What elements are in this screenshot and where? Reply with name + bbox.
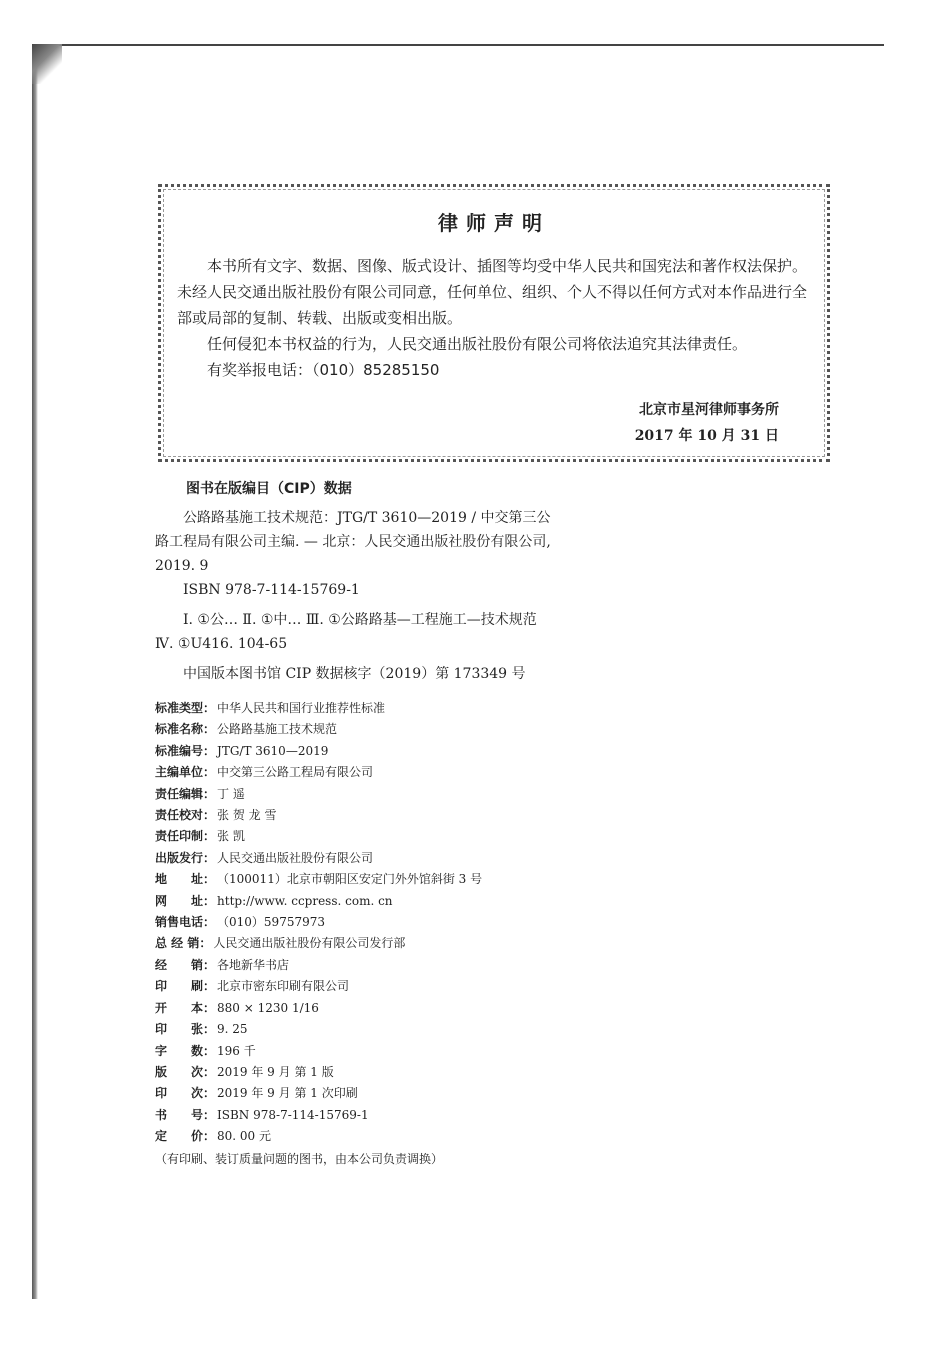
info-value: JTG/T 3610—2019 (217, 743, 329, 758)
info-row (155, 933, 655, 954)
info-value: 196 千 (217, 1043, 256, 1058)
info-label: 经 销： (155, 957, 216, 972)
info-label: 标准类型： (155, 701, 216, 715)
info-row (155, 976, 655, 997)
info-label: 责任编辑： (155, 786, 216, 801)
info-value: 2019 年 9 月 第 1 版 (217, 1064, 334, 1079)
info-value: 张 贺 龙 雪 (217, 808, 277, 823)
info-row (155, 719, 655, 740)
info-row (155, 1126, 655, 1147)
info-value: ISBN 978-7-114-15769-1 (217, 1107, 369, 1122)
cip-heading: 图书在版编目（CIP）数据 (186, 481, 352, 497)
info-label: 印 次： (155, 1086, 216, 1101)
info-value: 880 × 1230 1/16 (217, 1000, 319, 1015)
info-row (155, 1062, 655, 1083)
cip-title-line: 公路路基施工技术规范：JTG/T 3610—2019 / 中交第三公路工程局有限公司主编. — 北京：人民交通出版社股份有限公司, 2019. 9 (155, 510, 551, 574)
info-row (155, 698, 655, 719)
publication-info-list (155, 698, 655, 1148)
notice-body (177, 253, 817, 383)
info-row (155, 869, 655, 890)
lawyer-notice-box (158, 184, 830, 462)
info-label: 销售电话： (155, 915, 216, 930)
info-row (155, 891, 655, 912)
info-label: 字 数： (155, 1043, 216, 1058)
info-label: 网 址： (155, 893, 216, 908)
info-value: 丁 遥 (217, 786, 245, 801)
cip-data-block (155, 506, 555, 686)
info-value: 80. 00 元 (217, 1129, 271, 1144)
info-value: 各地新华书店 (217, 957, 290, 972)
info-row (155, 741, 655, 762)
info-value: 公路路基施工技术规范 (217, 722, 338, 737)
info-value: http://www. ccpress. com. cn (217, 893, 393, 908)
info-value: 人民交通出版社股份有限公司发行部 (213, 936, 406, 951)
info-label: 版 次： (155, 1064, 216, 1079)
info-value: 张 凯 (217, 829, 245, 844)
info-value: （100011）北京市朝阳区安定门外外馆斜街 3 号 (217, 872, 483, 887)
info-value: 人民交通出版社股份有限公司 (217, 850, 374, 865)
notice-paragraph-2: 任何侵犯本书权益的行为，人民交通出版社股份有限公司将依法追究其法律责任。 (207, 335, 748, 353)
info-value: 北京市密东印刷有限公司 (217, 979, 350, 994)
scan-corner (32, 44, 62, 84)
notice-title: 律师声明 (438, 211, 550, 235)
info-label: 主编单位： (155, 765, 216, 780)
info-label: 总 经 销： (155, 936, 212, 951)
info-label: 标准名称： (155, 722, 216, 737)
info-row (155, 998, 655, 1019)
info-value: 2019 年 9 月 第 1 次印刷 (217, 1086, 358, 1101)
info-label: 书 号： (155, 1107, 216, 1122)
info-row (155, 784, 655, 805)
cip-isbn-line: ISBN 978-7-114-15769-1 (183, 582, 360, 598)
info-row (155, 1041, 655, 1062)
notice-date: 2017 年 10 月 31 日 (634, 428, 779, 444)
info-label: 开 本： (155, 1000, 216, 1015)
info-row (155, 826, 655, 847)
info-label: 定 价： (155, 1129, 216, 1144)
info-label: 责任校对： (155, 808, 216, 823)
info-label: 出版发行： (155, 850, 216, 865)
info-label: 标准编号： (155, 743, 216, 758)
info-row (155, 1083, 655, 1104)
info-row (155, 912, 655, 933)
info-row (155, 762, 655, 783)
scan-edge-left (32, 44, 38, 1299)
scan-edge-top (32, 44, 884, 46)
info-value: 中交第三公路工程局有限公司 (217, 765, 374, 780)
info-row (155, 1019, 655, 1040)
info-label: 地 址： (155, 872, 216, 887)
cip-classification-line: Ⅰ. ①公… Ⅱ. ①中… Ⅲ. ①公路路基—工程施工—技术规范 Ⅳ. ①U416. 104-65 (155, 612, 537, 652)
cip-record-number-line: 中国版本图书馆 CIP 数据核字（2019）第 173349 号 (183, 666, 526, 682)
notice-hotline: 有奖举报电话：（010）85285150 (207, 361, 440, 379)
quality-footnote: （有印刷、装订质量问题的图书，由本公司负责调换） (155, 1152, 444, 1166)
info-row (155, 805, 655, 826)
info-label: 印 张： (155, 1022, 216, 1037)
info-label: 印 刷： (155, 979, 216, 994)
info-row (155, 1105, 655, 1126)
info-value: 9. 25 (217, 1022, 248, 1037)
info-row (155, 955, 655, 976)
info-row (155, 848, 655, 869)
notice-firm: 北京市星河律师事务所 (639, 402, 779, 418)
info-label: 责任印制： (155, 829, 216, 844)
info-value: （010）59757973 (217, 915, 325, 930)
info-value: 中华人民共和国行业推荐性标准 (217, 701, 386, 715)
notice-paragraph-1: 本书所有文字、数据、图像、版式设计、插图等均受中华人民共和国宪法和著作权法保护。未经人民交通出版社股份有限公司同意，任何单位、组织、个人不得以任何方式对本作品进行全部或局部的复制、转载、出版或变相出版。 (177, 257, 808, 327)
